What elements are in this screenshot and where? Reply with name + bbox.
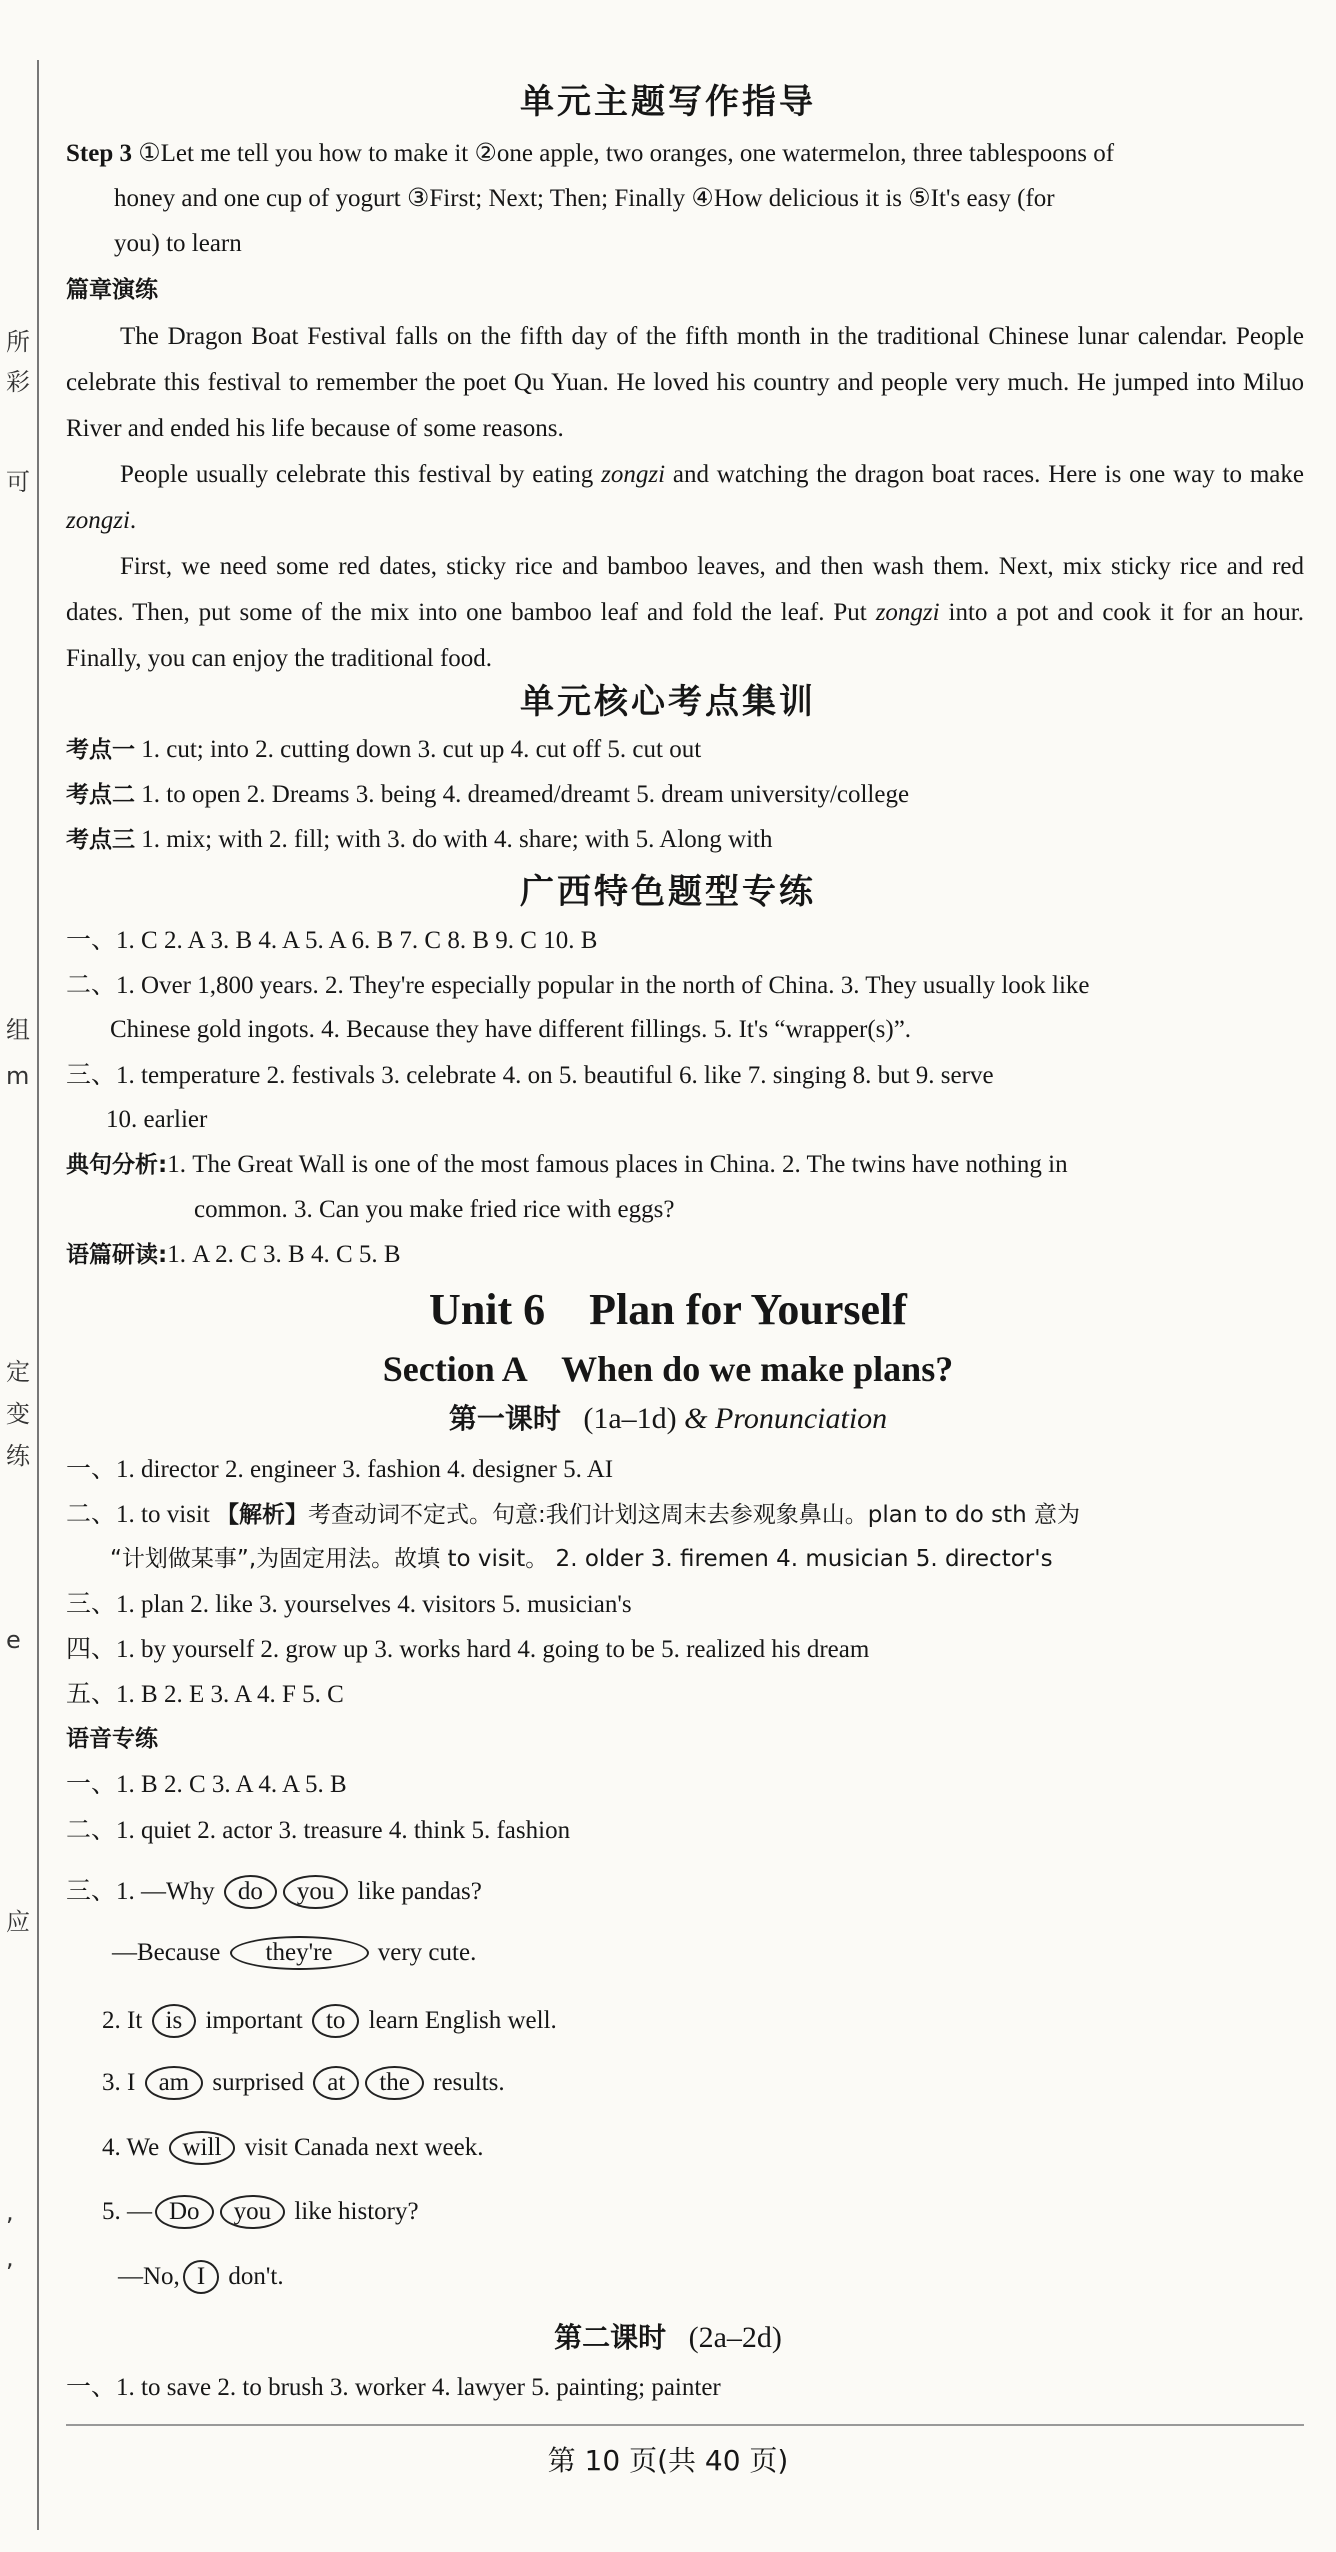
section-title: Section A When do we make plans?: [382, 1349, 954, 1389]
pron-s3-q5a: 5. — Do you like history?: [102, 2195, 419, 2229]
lesson2-title: 第二课时 (2a–2d): [554, 2321, 782, 2354]
stressed-word: at: [313, 2066, 359, 2100]
pron-s2: 二、1. quiet 2. actor 3. treasure 4. think 5. fashion: [66, 1815, 571, 1844]
stressed-word: Do: [155, 2195, 214, 2229]
core-row: [66, 823, 773, 857]
guangxi-s1: 一、1. C 2. A 3. B 4. A 5. A 6. B 7. C 8. B 9. C 10. B: [66, 925, 598, 954]
core-row-text: 1. cut; into 2. cutting down 3. cut up 4. cut off 5. cut out: [141, 736, 702, 763]
writing-title: 单元主题写作指导: [520, 82, 816, 122]
margin-char: 所: [6, 328, 30, 356]
core-row-text: 1. mix; with 2. fill; with 3. do with 4. share; with 5. Along with: [141, 826, 773, 853]
pron-s3-q4: 4. We will visit Canada next week.: [102, 2131, 483, 2165]
step3-label: Step 3: [66, 140, 132, 167]
margin-char: 组: [6, 1016, 30, 1044]
margin-char: e: [6, 1626, 21, 1654]
guangxi-s5: 语篇研读:1. A 2. C 3. B 4. C 5. B: [66, 1241, 401, 1268]
margin-char: ,: [6, 2244, 14, 2272]
core-row-label: 考点二: [66, 782, 135, 808]
step3-line2: honey and one cup of yogurt ③First; Next; Then; Finally ④How delicious it is ⑤It's easy (for: [114, 185, 1055, 212]
stressed-word: am: [145, 2066, 204, 2100]
passage-label: 篇章演练: [66, 277, 158, 303]
core-row-label: 考点三: [66, 827, 135, 853]
passage-p1: The Dragon Boat Festival falls on the fifth day of the fifth month in the traditional Chinese lunar calendar. People celebrate this festival to remember the poet Qu Yuan. He loved his country and people very much. He jumped into Miluo River and ended his life because of some reasons.: [66, 323, 1304, 442]
l1-s4: 四、1. by yourself 2. grow up 3. works hard 4. going to be 5. realized his dream: [66, 1634, 870, 1663]
footer-rule: [66, 2424, 1304, 2426]
core-title: 单元核心考点集训: [520, 682, 816, 722]
margin-char: 变: [6, 1400, 30, 1428]
guangxi-s2: 二、1. Over 1,800 years. 2. They're especially popular in the north of China. 3. They usually look like: [66, 970, 1090, 999]
l1-s2: 二、1. to visit 【解析】考查动词不定式。句意:我们计划这周末去参观象鼻山。plan to do sth 意为: [66, 1499, 1081, 1528]
core-row: [66, 778, 909, 812]
stressed-word: you: [220, 2195, 286, 2229]
l1-s5: 五、1. B 2. E 3. A 4. F 5. C: [66, 1679, 344, 1708]
core-row-label: 考点一: [66, 737, 135, 763]
pron-s3-q5b: —No, I don't.: [118, 2260, 284, 2294]
stressed-word: I: [183, 2260, 219, 2294]
guangxi-s2-cont: Chinese gold ingots. 4. Because they have different fillings. 5. It's “wrapper(s)”.: [110, 1016, 912, 1043]
margin-char: 可: [6, 468, 30, 496]
lesson1-title: 第一课时 (1a–1d) & Pronunciation: [448, 1402, 888, 1435]
l1-s2-cont: “计划做某事”,为固定用法。故填 to visit。 2. older 3. firemen 4. musician 5. director's: [110, 1546, 1053, 1572]
stressed-word: to: [312, 2004, 359, 2038]
passage-p2: People usually celebrate this festival by eating zongzi and watching the dragon boat races. Here is one way to make zongzi.: [66, 461, 1304, 534]
core-row: [66, 733, 701, 767]
core-row-text: 1. to open 2. Dreams 3. being 4. dreamed/dreamt 5. dream university/college: [141, 781, 910, 808]
guangxi-s3-cont: 10. earlier: [106, 1106, 208, 1133]
stressed-word: will: [169, 2131, 236, 2165]
pron-s1: 一、1. B 2. C 3. A 4. A 5. B: [66, 1769, 347, 1798]
pron-label: 语音专练: [66, 1726, 158, 1752]
guangxi-title: 广西特色题型专练: [520, 872, 816, 912]
passage-p3: First, we need some red dates, sticky rice and bamboo leaves, and then wash them. Next, mix sticky rice and red dates. Then, put some of the mix into one bamboo leaf and fold the leaf. Put zongzi into a pot and cook it for an hour. Finally, you can enjoy the traditional food.: [66, 553, 1304, 672]
margin-char: m: [6, 1062, 30, 1090]
stressed-word: is: [152, 2004, 197, 2038]
stressed-word: you: [283, 1875, 349, 1909]
step3-line3: you) to learn: [114, 230, 242, 257]
guangxi-s3: 三、1. temperature 2. festivals 3. celebrate 4. on 5. beautiful 6. like 7. singing 8. but 9. serve: [66, 1060, 994, 1089]
page-footer: 第 10 页(共 40 页): [547, 2444, 789, 2477]
margin-char: 应: [6, 1908, 30, 1936]
guangxi-s4-cont: common. 3. Can you make fried rice with eggs?: [194, 1196, 675, 1223]
pron-s3-q1b: —Because they're very cute.: [112, 1936, 476, 1970]
pron-s3-q1a: 三、1. —Why do you like pandas?: [66, 1874, 482, 1909]
unit-title: Unit 6 Plan for Yourself: [429, 1285, 907, 1334]
margin-char: ,: [6, 2198, 14, 2226]
stressed-word: do: [224, 1875, 277, 1909]
pron-s3-q2: 2. It is important to learn English well.: [102, 2004, 557, 2038]
l1-s1: 一、1. director 2. engineer 3. fashion 4. designer 5. AI: [66, 1454, 614, 1483]
stressed-word: the: [365, 2066, 424, 2100]
l2-s1: 一、1. to save 2. to brush 3. worker 4. lawyer 5. painting; painter: [66, 2372, 721, 2401]
guangxi-s4: 典句分析:1. The Great Wall is one of the most famous places in China. 2. The twins have nothing in: [66, 1151, 1068, 1178]
margin-char: 定: [6, 1358, 30, 1386]
step3-text1: ①Let me tell you how to make it ②one apple, two oranges, one watermelon, three tablespoons of: [138, 140, 1115, 167]
l1-s3: 三、1. plan 2. like 3. yourselves 4. visitors 5. musician's: [66, 1589, 632, 1618]
stressed-word: they're: [230, 1936, 369, 1970]
step3-line1: [66, 137, 1114, 171]
margin-char: 练: [6, 1442, 30, 1470]
margin-char: 彩: [6, 368, 30, 396]
pron-s3-q3: 3. I am surprised at the results.: [102, 2066, 505, 2100]
